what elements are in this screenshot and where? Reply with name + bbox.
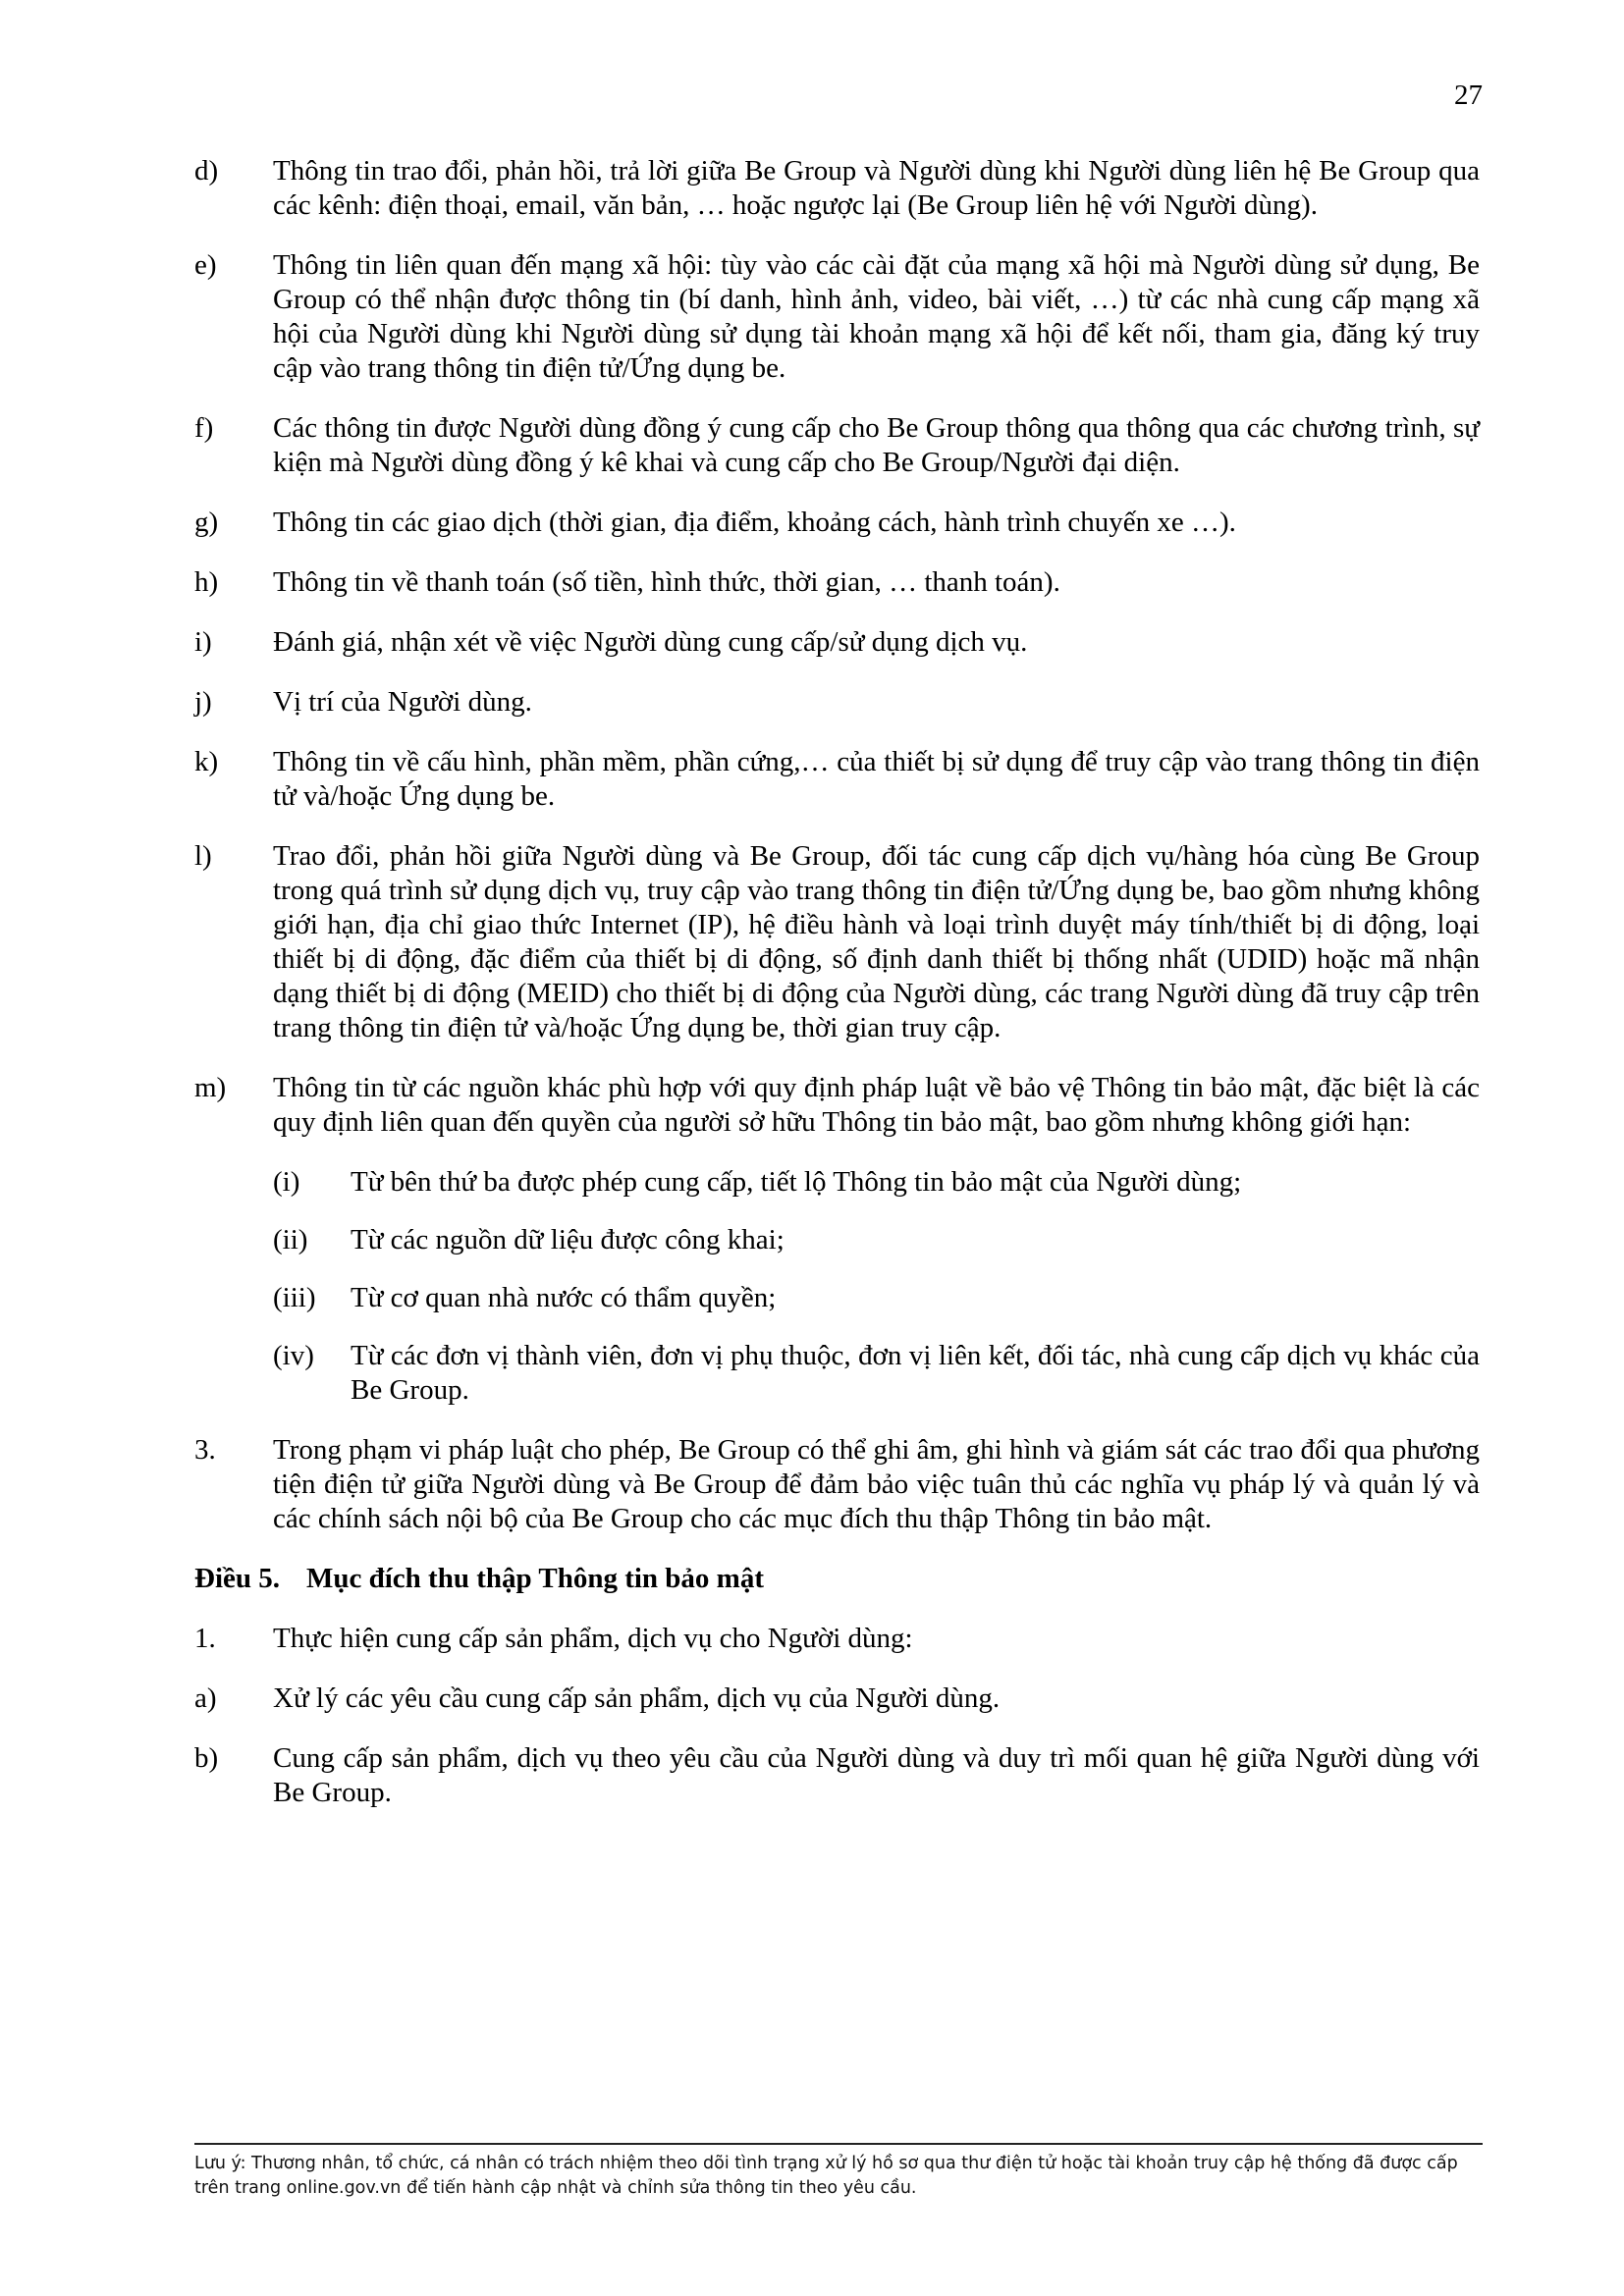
- item-label: l): [194, 840, 212, 872]
- item-text: Trao đổi, phản hồi giữa Người dùng và Be Group, đối tác cung cấp dịch vụ/hàng hóa cùng Be Group trong quá trình sử dụng dịch vụ, truy cập vào trang thông tin điện tử/Ứng dụng be, bao gồm nhưng không giới hạn, địa chỉ giao thức Internet (IP), hệ điều hành và loại trình duyệt máy tính/thiết bị di động, loại thiết bị di động, đặc điểm của thiết bị di động, số định danh thiết bị thống nhất (UDID) hoặc mã nhận dạng thiết bị di động (MEID) cho thiết bị di động của Người dùng, các trang Người dùng đã truy cập trên trang thông tin điện tử và/hoặc Ứng dụng be, thời gian truy cập.: [273, 840, 1480, 1043]
- sub-item-i: [273, 1165, 1480, 1200]
- footer-note: Lưu ý: Thương nhân, tổ chức, cá nhân có trách nhiệm theo dõi tình trạng xử lý hồ sơ qua thư điện tử hoặc tài khoản truy cập hệ thống đã được cấp trên trang online.gov.vn để tiến hành cập nhật và chỉnh sửa thông tin theo yêu cầu.: [194, 2154, 1458, 2198]
- list-item-1: [194, 1622, 1480, 1656]
- item-text: Vị trí của Người dùng.: [273, 686, 532, 718]
- item-text: Thông tin trao đổi, phản hồi, trả lời giữa Be Group và Người dùng khi Người dùng liên hệ Be Group qua các kênh: điện thoại, email, văn bản, … hoặc ngược lại (Be Group liên hệ với Người dùng).: [273, 155, 1480, 221]
- item-label: m): [194, 1072, 227, 1103]
- item-label: h): [194, 566, 219, 598]
- list-item-g: [194, 506, 1480, 540]
- list-item-d: [194, 154, 1480, 223]
- item-label: 3.: [194, 1434, 216, 1466]
- item-text: Thông tin liên quan đến mạng xã hội: tùy vào các cài đặt của mạng xã hội mà Người dùng sử dụng, Be Group có thể nhận được thông tin (bí danh, hình ảnh, video, bài viết, …) từ các nhà cung cấp mạng xã hội của Người dùng khi Người dùng sử dụng tài khoản mạng xã hội để kết nối, tham gia, đăng ký truy cập vào trang thông tin điện tử/Ứng dụng be.: [273, 249, 1480, 384]
- item-text: Thông tin về cấu hình, phần mềm, phần cứng,… của thiết bị sử dụng để truy cập vào trang thông tin điện tử và/hoặc Ứng dụng be.: [273, 746, 1480, 812]
- item-text: Đánh giá, nhận xét về việc Người dùng cung cấp/sử dụng dịch vụ.: [273, 626, 1028, 658]
- item-text: Thông tin từ các nguồn khác phù hợp với quy định pháp luật về bảo vệ Thông tin bảo mật, đặc biệt là các quy định liên quan đến quyền của người sở hữu Thông tin bảo mật, bao gồm nhưng không giới hạn:: [273, 1072, 1480, 1138]
- footer-divider: [194, 2143, 1483, 2145]
- list-item-3: [194, 1433, 1480, 1536]
- item-label: g): [194, 507, 219, 538]
- sub-item-iv: [273, 1339, 1480, 1408]
- sub-item-text: Từ các đơn vị thành viên, đơn vị phụ thuộc, đơn vị liên kết, đối tác, nhà cung cấp dịch vụ khác của Be Group.: [351, 1340, 1480, 1406]
- item-text: Thông tin các giao dịch (thời gian, địa điểm, khoảng cách, hành trình chuyến xe …).: [273, 507, 1236, 538]
- sub-item-text: Từ các nguồn dữ liệu được công khai;: [351, 1224, 785, 1255]
- list-item-h: [194, 565, 1480, 600]
- list-item-f: [194, 411, 1480, 480]
- item-label: b): [194, 1742, 219, 1774]
- item-label: k): [194, 746, 219, 777]
- item-text: Thông tin về thanh toán (số tiền, hình thức, thời gian, … thanh toán).: [273, 566, 1060, 598]
- list-item-a: [194, 1682, 1480, 1716]
- list-item-l: [194, 839, 1480, 1045]
- item-label: 1.: [194, 1623, 216, 1654]
- item-text: Xử lý các yêu cầu cung cấp sản phẩm, dịch vụ của Người dùng.: [273, 1682, 1001, 1714]
- list-item-j: [194, 685, 1480, 720]
- list-item-b: [194, 1741, 1480, 1810]
- list-item-e: [194, 248, 1480, 386]
- sub-item-label: (i): [273, 1166, 300, 1198]
- item-label: i): [194, 626, 212, 658]
- sub-item-ii: [273, 1223, 1480, 1257]
- list-item-k: [194, 745, 1480, 814]
- sub-item-label: (iv): [273, 1340, 314, 1371]
- sub-item-iii: [273, 1281, 1480, 1315]
- list-item-m: [194, 1071, 1480, 1140]
- item-label: f): [194, 412, 214, 444]
- item-label: d): [194, 155, 219, 187]
- item-label: a): [194, 1682, 217, 1714]
- item-text: Trong phạm vi pháp luật cho phép, Be Group có thể ghi âm, ghi hình và giám sát các trao đổi qua phương tiện điện tử giữa Người dùng và Be Group để đảm bảo việc tuân thủ các nghĩa vụ pháp lý và quản lý và các chính sách nội bộ của Be Group cho các mục đích thu thập Thông tin bảo mật.: [273, 1434, 1480, 1534]
- list-item-i: [194, 625, 1480, 660]
- item-text: Các thông tin được Người dùng đồng ý cung cấp cho Be Group thông qua thông qua các chương trình, sự kiện mà Người dùng đồng ý kê khai và cung cấp cho Be Group/Người đại diện.: [273, 412, 1480, 478]
- item-text: Cung cấp sản phẩm, dịch vụ theo yêu cầu của Người dùng và duy trì mối quan hệ giữa Người dùng với Be Group.: [273, 1742, 1480, 1808]
- sub-item-text: Từ bên thứ ba được phép cung cấp, tiết lộ Thông tin bảo mật của Người dùng;: [351, 1166, 1242, 1198]
- page-number: 27: [1454, 80, 1483, 111]
- sub-item-label: (iii): [273, 1282, 316, 1313]
- article-title: Mục đích thu thập Thông tin bảo mật: [306, 1563, 764, 1594]
- sub-item-text: Từ cơ quan nhà nước có thẩm quyền;: [351, 1282, 777, 1313]
- item-text: Thực hiện cung cấp sản phẩm, dịch vụ cho Người dùng:: [273, 1623, 913, 1654]
- sub-item-label: (ii): [273, 1224, 308, 1255]
- item-label: j): [194, 686, 212, 718]
- article-heading: [194, 1562, 1480, 1596]
- article-number: Điều 5.: [194, 1563, 280, 1594]
- item-label: e): [194, 249, 217, 281]
- document-body: [194, 154, 1480, 1834]
